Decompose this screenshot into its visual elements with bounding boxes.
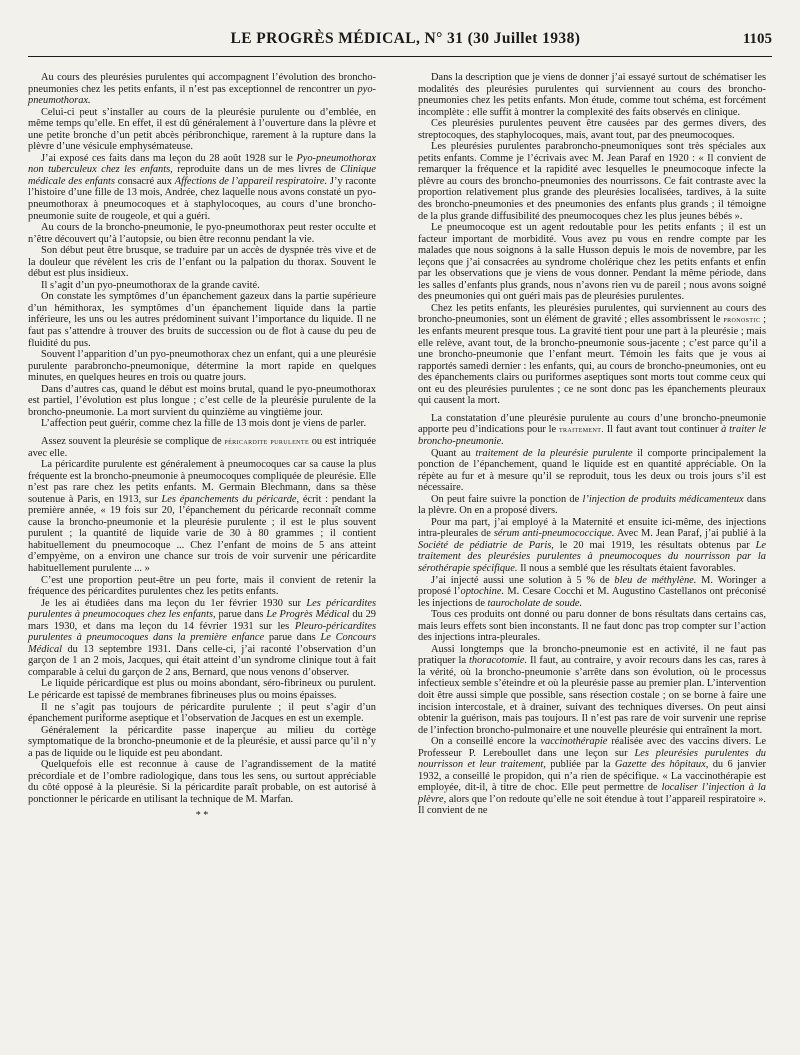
- body-text: J’ai exposé ces faits dans ma leçon du 28 août 1928 sur le: [41, 152, 297, 164]
- body-text: Chez les petits enfants, les pleurésies purulentes, qui surviennent au cours des broncho-pneumonies, sont un élément de gravité ; elles assombrissent le: [418, 302, 766, 326]
- italic-text: optochine.: [460, 586, 505, 598]
- paragraph: [418, 303, 766, 407]
- body-text: dans la plèvre. On en a proposé divers.: [418, 493, 766, 517]
- paragraph: [418, 222, 766, 303]
- paragraph: [418, 494, 766, 517]
- body-text: Dans d’autres cas, quand le début est moins brutal, quand le pyo-pneumothorax est partiel, l’évolution est plus longue ; c’est celle de la pleurésie purulente de la broncho-pneumonie. La mort survient du quinzième au vingtième jour.: [28, 383, 376, 418]
- body-text: Pour ma part, j’ai employé à la Maternité et ensuite ici-même, des injections intra-pleurales de: [418, 516, 766, 540]
- italic-text: Gazette des hôpitaux,: [614, 759, 709, 771]
- small-caps-text: traitement.: [558, 424, 604, 435]
- paragraph: [28, 72, 376, 107]
- body-text: Il faut, au contraire, y avoir recours dans les cas, rares à la vérité, où la broncho-pneumonie s’arrête dans son évolution, où le processus infectieux semble s’éteindre et où la pleurésie passe au premier plan. L’intervention doit être aussi simple que possible, sans résection costale ; on se borne à faire une incision intercostale, et à drainer, suivant des techniques diverses. On peut ainsi obtenir la guérison, mais pas toujours. Il n’est pas rare de voir survenir une reprise de l’infection broncho-pulmonaire et une nouvelle pleurésie qui entraînent la mort.: [418, 655, 766, 736]
- body-text: La péricardite purulente est généralement à pneumocoques car sa cause la plus fréquente est la broncho-pneumonie à pneumocoques compliquée de pleurésie. Elle n’est pas rare chez les petits enfants. M. Germain Blechmann, dans sa thèse soutenue à Paris, en 1913, sur: [28, 459, 376, 505]
- paragraph: [28, 575, 376, 598]
- body-text: ou est intriquée avec elle.: [28, 435, 376, 459]
- body-text: reproduite dans un de mes livres de: [172, 164, 341, 176]
- italic-text: l’injection de produits médicamenteux: [582, 493, 744, 505]
- paragraph: [28, 291, 376, 349]
- italic-text: Les péricardites purulentes à pneumocoques chez les enfants,: [28, 597, 376, 621]
- body-text: réalisée avec des vaccins divers. Le Professeur P. Lereboullet dans une leçon sur: [418, 736, 766, 759]
- paragraph: [28, 759, 376, 805]
- body-text: Quant au: [431, 447, 476, 459]
- italic-text: à traiter le broncho-pneumonie.: [418, 424, 766, 447]
- italic-text: traitement de la pleurésie purulente: [475, 447, 633, 459]
- paragraph: [28, 245, 376, 280]
- italic-text: Pyo-pneumothorax non tuberculeux chez les enfants,: [28, 152, 376, 176]
- body-text: Aussi longtemps que la broncho-pneumonie est en activité, il ne faut pas pratiquer la: [418, 643, 766, 667]
- running-header: [28, 30, 772, 57]
- paragraph: [28, 384, 376, 419]
- body-text: La constatation d’une pleurésie purulente au cours d’une broncho-pneumonie apporte peu d’indications pour le: [418, 412, 766, 436]
- paragraph: [28, 702, 376, 725]
- paragraph: [418, 517, 766, 575]
- small-caps-text: pronostic: [723, 314, 761, 325]
- body-text: Le liquide péricardique est plus ou moins abondant, séro-fibrineux ou purulent. Le péricarde est tapissé de membranes fibrineuses plus ou moins épaisses.: [28, 678, 376, 701]
- body-text: Il faut avant tout continuer: [603, 424, 722, 436]
- italic-text: Pleuro-péricardites purulentes à pneumocoques dans la première enfance: [28, 620, 376, 644]
- paragraph: [28, 153, 376, 222]
- paragraph: [28, 280, 376, 292]
- body-text: il comporte principalement la ponction de l’épanchement, quand le liquide est en quantité appréciable. On la répète au fur et à mesure qu’il se reproduit, tous les deux ou trois jours s’il est nécessaire.: [418, 447, 766, 494]
- body-text: Il ne s’agit pas toujours de péricardite purulente ; il peut s’agir d’un épanchement puriforme aseptique et l’observation de Jacques en est un exemple.: [28, 701, 376, 725]
- body-text: M. Cesare Cocchi et M. Augustino Castellanos ont préconisé les injections de: [418, 586, 766, 609]
- body-text: Ces pleurésies purulentes peuvent être causées par des germes divers, des streptocoques, des staphylocoques, mais, avant tout, par des pneumocoques.: [418, 118, 766, 141]
- body-text: Je les ai étudiées dans ma leçon du 1er février 1930 sur: [41, 597, 307, 609]
- italic-text: pyo-pneumothorax.: [28, 83, 376, 107]
- body-text: Dans la description que je viens de donner j’ai essayé surtout de schématiser les modalités des pleurésies purulentes qui surviennent au cours des broncho-pneumonies chez les petits enfants. Mon étude, comme tout schéma, est forcément incomplète : elle suffit à montrer la complexité des faits observés en clinique.: [418, 72, 766, 118]
- body-text: du 6 janvier 1932, a conseillé le propidon, qui n’a rien de spécifique. « La vaccinothérapie est employée, dit-il, à titre de choc. Elle peut permettre de: [418, 759, 767, 794]
- body-text: ; les enfants meurent presque tous. La gravité tient pour une part à la pleurésie ; mais elle relève, avant tout, de la broncho-pneumonie sous-jacente ; c’est parce qu’il a une broncho-pneumonie que l’enfant meurt. Témoin les faits que je vous ai rapportés samedi dernier : les enfants, qui, au cours de broncho-pneumonies, ont eu des épanchements clairs ou puriformes aseptiques sont morts tout comme ceux qui ont eu des pleurésies purulentes ; ce ne sont donc pas les épanchements pleuraux qui causent la mort.: [418, 314, 766, 407]
- body-text: On constate les symptômes d’un épanchement gazeux dans la partie supérieure d’un hémithorax, les symptômes d’un épanchement liquide dans la partie inférieure, les uns ou les autres prédominent suivant l’importance du liquide. Il ne faut pas s’attendre à trouver des bruits de succession ou de flot à cause du peu de fluidité du pus.: [28, 291, 376, 349]
- body-text: Souvent l’apparition d’un pyo-pneumothorax chez un enfant, qui a une pleurésie purulente parabroncho-pneumonique, détermine la mort rapide en quelques minutes, en quelques heures en trois ou quatre jours.: [28, 349, 376, 384]
- italic-text: Clinique médicale des enfants: [28, 164, 376, 187]
- right-column: [418, 72, 766, 817]
- body-text: Généralement la péricardite passe inaperçue au milieu du cortège symptomatique de la broncho-pneumonie et de la pleurésie, et aussi parce qu’il n’y a pas de liquide ou le liquide est peu abondant.: [28, 724, 376, 759]
- body-text: Au cours des pleurésies purulentes qui accompagnent l’évolution des broncho-pneumonies chez les petits enfants, il n’est pas exceptionnel de rencontrer un: [28, 72, 376, 95]
- italic-text: Le Concours Médical: [28, 632, 377, 655]
- body-text: publiée par la: [545, 759, 615, 771]
- page-number: 1105: [742, 31, 772, 47]
- italic-text: Le Progrès Médical: [266, 609, 350, 621]
- body-text: J’y raconte l’histoire d’une fille de 13 mois, Andrée, chez laquelle nous avons constaté un pyo-pneumothorax à pneumocoques et à staphylocoques, au cours d’une broncho-pneumonie suite de rougeole, et qui a guéri.: [28, 175, 376, 222]
- paragraph: [28, 349, 376, 384]
- body-text: parue dans: [264, 632, 321, 644]
- body-text: Celui-ci peut s’installer au cours de la pleurésie purulente ou d’emblée, en même temps qu’elle. En effet, il est dû généralement à l’ouverture dans la plèvre et une petite bronche d’un petit abcès péribronchique, rarement à la rupture dans la plèvre d’une vésicule emphysémateuse.: [28, 106, 376, 153]
- section-separator: * *: [195, 810, 209, 822]
- body-text: écrit : pendant la première année, « 19 fois sur 20, l’épanchement du péricarde reconnaît comme cause la broncho-pneumonie et la pleurésie purulente ; il est le plus souvent purulent ; la quantité de liquide varie de 30 à 80 grammes ; il contient habituellement du pneumocoque ... Chez l’enfant de moins de 5 ans atteint d’empyème, on a environ une chance sur trois de voir survenir une péricardite habituellement purulente ... »: [28, 493, 376, 574]
- body-text: On a conseillé encore la: [431, 736, 541, 748]
- italic-text: vaccinothérapie: [540, 736, 608, 748]
- paragraph: [418, 644, 766, 736]
- paragraph: [28, 222, 376, 245]
- paragraph: [418, 141, 766, 222]
- italic-text: Les épanchements du péricarde,: [161, 493, 300, 505]
- body-text: On peut faire suivre la ponction de: [431, 493, 583, 505]
- left-column: [28, 72, 376, 820]
- italic-text: Société de pédiatrie de Paris,: [418, 539, 554, 551]
- body-text: Son début peut être brusque, se traduire par un accès de dyspnée très vive et de la douleur que révèlent les cris de l’enfant ou la palpation du thorax. Souvent le début est plus insidieux.: [28, 245, 376, 280]
- body-text: du 13 septembre 1931. Dans celle-ci, j’ai raconté l’observation d’un garçon de 1 an 2 mois, Jacques, qui était atteint d’un syndrome clinique tout à fait comparable à celui du garçon de 2 ans, Bernard, que nous venons d’observer.: [28, 643, 376, 678]
- italic-text: Les pleurésies purulentes du nourrisson et leur traitement,: [418, 747, 766, 771]
- paragraph: [28, 678, 376, 701]
- body-text: Assez souvent la pleurésie se complique de: [41, 435, 225, 447]
- body-text: Il s’agit d’un pyo-pneumothorax de la grande cavité.: [41, 279, 260, 291]
- body-text: L’affection peut guérir, comme chez la fille de 13 mois dont je viens de parler.: [41, 418, 367, 430]
- body-text: Au cours de la broncho-pneumonie, le pyo-pneumothorax peut rester occulte et n’être découvert qu’à l’autopsie, ou bien être reconnu pendant la vie.: [28, 222, 376, 245]
- italic-text: localiser l’injection à la plèvre,: [418, 782, 766, 805]
- italic-text: sérum anti-pneumococcique.: [493, 528, 615, 540]
- body-text: Tous ces produits ont donné ou paru donner de bons résultats dans certains cas, mais leurs effets sont bien inconstants. Il ne faut donc pas trop compter sur l’action des injections intra-pleurales.: [418, 609, 766, 644]
- paragraph: [418, 413, 766, 448]
- paragraph: [28, 598, 376, 679]
- small-caps-text: péricardite purulente: [224, 435, 310, 446]
- body-text: du 29 mars 1930, et dans ma leçon du 14 février 1931 sur les: [28, 609, 376, 632]
- body-text: Il nous a semblé que les résultats étaient favorables.: [517, 562, 736, 574]
- body-text: alors que l’on redoute qu’elle ne soit étendue à tout l’appareil respiratoire ». Il convient de ne: [418, 793, 766, 817]
- italic-text: bleu de méthylène.: [614, 574, 697, 586]
- paragraph: [28, 436, 376, 459]
- italic-text: taurocholate de soude.: [487, 597, 583, 609]
- paragraph: [28, 725, 376, 760]
- body-text: consacré aux: [114, 175, 175, 187]
- body-text: le 20 mai 1919, les résultats obtenus par: [553, 539, 756, 551]
- body-text: parue dans: [215, 609, 267, 621]
- body-text: C’est une proportion peut-être un peu forte, mais il convient de retenir la fréquence des péricardites purulentes chez les petits enfants.: [28, 574, 376, 598]
- body-text: J’ai injecté aussi une solution à 5 % de: [431, 574, 615, 586]
- journal-title: LE PROGRÈS MÉDICAL, N° 31 (30 Juillet 1938): [230, 30, 581, 47]
- body-text: Quelquefois elle est reconnue à cause de l’agrandissement de la matité précordiale et de l’ombre radiologique, dans tous les sens, ou surtout appréciable du côté opposé à la pleurésie. Si la péricardite paraît probable, on est autorisé à ponctionner le péricarde en utilisant la technique de M. Marfan.: [28, 759, 376, 805]
- paragraph: [28, 418, 376, 430]
- italic-text: Affections de l’appareil respiratoire.: [174, 175, 328, 187]
- paragraph: [418, 72, 766, 118]
- paragraph: [418, 448, 766, 494]
- paragraph: [418, 575, 766, 610]
- paragraph: [28, 107, 376, 153]
- body-text: Le pneumocoque est un agent redoutable pour les petits enfants ; il est un facteur important de morbidité. Vous avez pu vous en rendre compte par les malades que nous soignons à la salle Husson depuis le mois de novembre, par les leçons que j’ai consacrées au syndrome cholérique chez les petits enfants et enfin par les observations que je viens de vous donner. Pendant la même période, dans les salles d’enfants plus grands, nous n’avons rien vu de pareil ; nous avons soigné des pneumonies qui ont guéri mais pas de pleurésies purulentes.: [418, 222, 766, 303]
- body-text: Avec M. Jean Paraf, j’ai publié à la: [614, 528, 766, 540]
- paragraph: [418, 609, 766, 644]
- italic-text: thoracotomie.: [469, 655, 528, 667]
- paragraph: [418, 118, 766, 141]
- body-text: M. Woringer a proposé l’: [418, 574, 766, 598]
- body-text: Les pleurésies purulentes parabroncho-pneumoniques sont très spéciales aux petits enfants. Comme je l’écrivais avec M. Jean Paraf en 1920 : « Il convient de remarquer la fréquence et la rapidité avec lesquelles le pneumocoque infecte la plèvre au cours des broncho-pneumonies des nourrissons. Ce fait contraste avec la proportion relativement plus grande des pleurésies localisées, tardives, à la suite des broncho-pneumonies et des pneumonies des enfants plus grands ; il témoigne de la plus grande diffusibilité des pneumocoques chez les plus jeunes bébés ».: [418, 141, 766, 222]
- italic-text: Le traitement des pleurésies purulentes à pneumocoques du nourrisson par la sérothérapie spécifique.: [418, 539, 766, 574]
- paragraph: [418, 736, 766, 817]
- paragraph: [28, 459, 376, 574]
